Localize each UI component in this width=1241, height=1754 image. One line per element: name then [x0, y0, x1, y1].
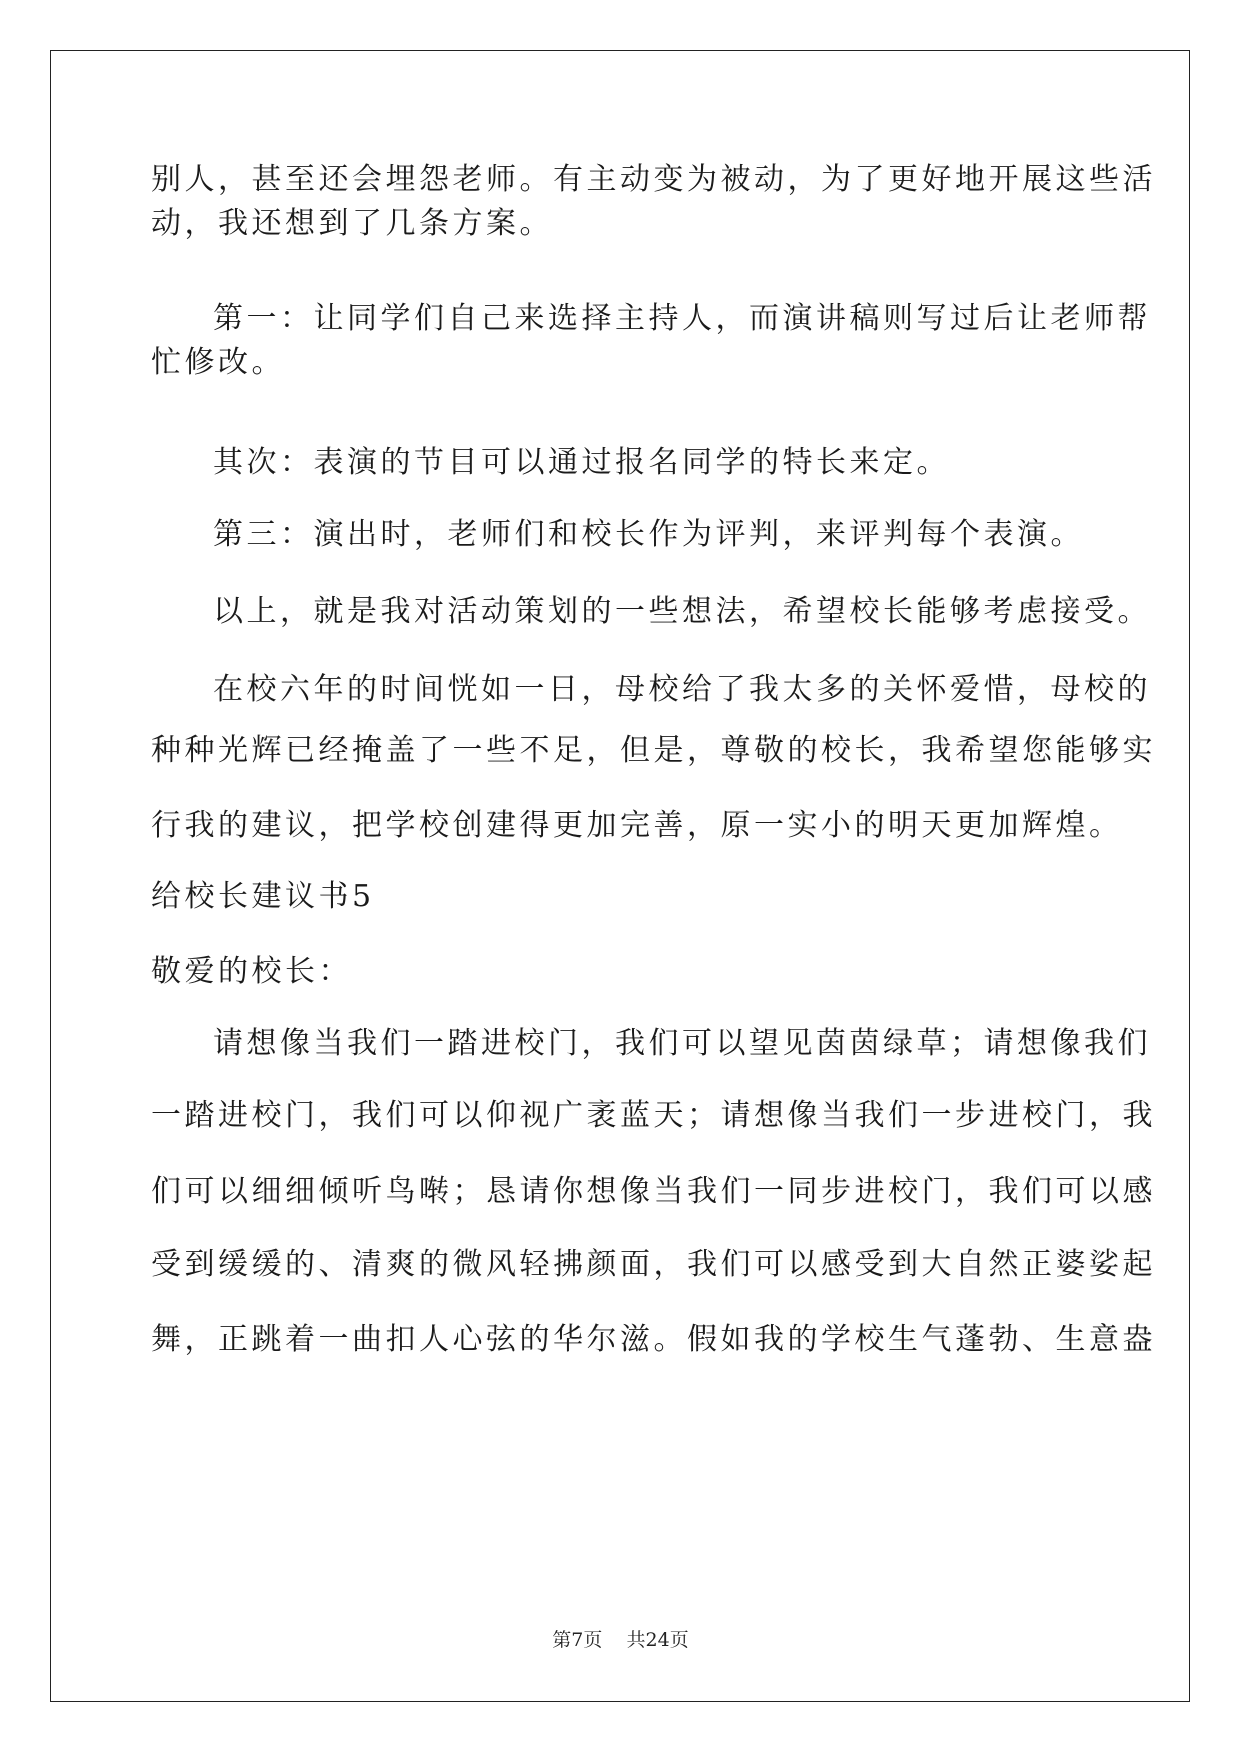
- text-line: 忙修改。: [151, 345, 285, 380]
- text-line: 受到缓缓的、清爽的微风轻拂颜面，我们可以感受到大自然正婆娑起: [151, 1247, 1156, 1282]
- text-line: 舞，正跳着一曲扣人心弦的华尔滋。假如我的学校生气蓬勃、生意盎: [151, 1322, 1156, 1357]
- salutation: 敬爱的校长：: [151, 954, 352, 989]
- text-line: 第一：让同学们自己来选择主持人，而演讲稿则写过后让老师帮: [213, 301, 1151, 336]
- text-line: 其次：表演的节目可以通过报名同学的特长来定。: [213, 445, 950, 480]
- text-line: 第三：演出时，老师们和校长作为评判，来评判每个表演。: [213, 517, 1084, 552]
- text-line: 在校六年的时间恍如一日，母校给了我太多的关怀爱惜，母校的: [213, 672, 1151, 707]
- text-line: 种种光辉已经掩盖了一些不足，但是，尊敬的校长，我希望您能够实: [151, 733, 1156, 768]
- page-footer: [0, 1628, 1241, 1652]
- page-number: 第7页: [552, 1629, 603, 1651]
- page-border: [50, 50, 1190, 1702]
- text-line: 请想像当我们一踏进校门，我们可以望见茵茵绿草；请想像我们: [213, 1026, 1151, 1061]
- text-line: 们可以细细倾听鸟啭；恳请你想像当我们一同步进校门，我们可以感: [151, 1174, 1156, 1209]
- text-line: 一踏进校门，我们可以仰视广袤蓝天；请想像当我们一步进校门，我: [151, 1098, 1156, 1133]
- text-line: 别人，甚至还会埋怨老师。有主动变为被动，为了更好地开展这些活: [151, 162, 1156, 197]
- section-title: 给校长建议书5: [151, 879, 375, 914]
- page-total: 共24页: [626, 1629, 689, 1651]
- text-line: 行我的建议，把学校创建得更加完善，原一实小的明天更加辉煌。: [151, 808, 1123, 843]
- text-line: 动，我还想到了几条方案。: [151, 206, 553, 241]
- text-line: 以上，就是我对活动策划的一些想法，希望校长能够考虑接受。: [213, 594, 1151, 629]
